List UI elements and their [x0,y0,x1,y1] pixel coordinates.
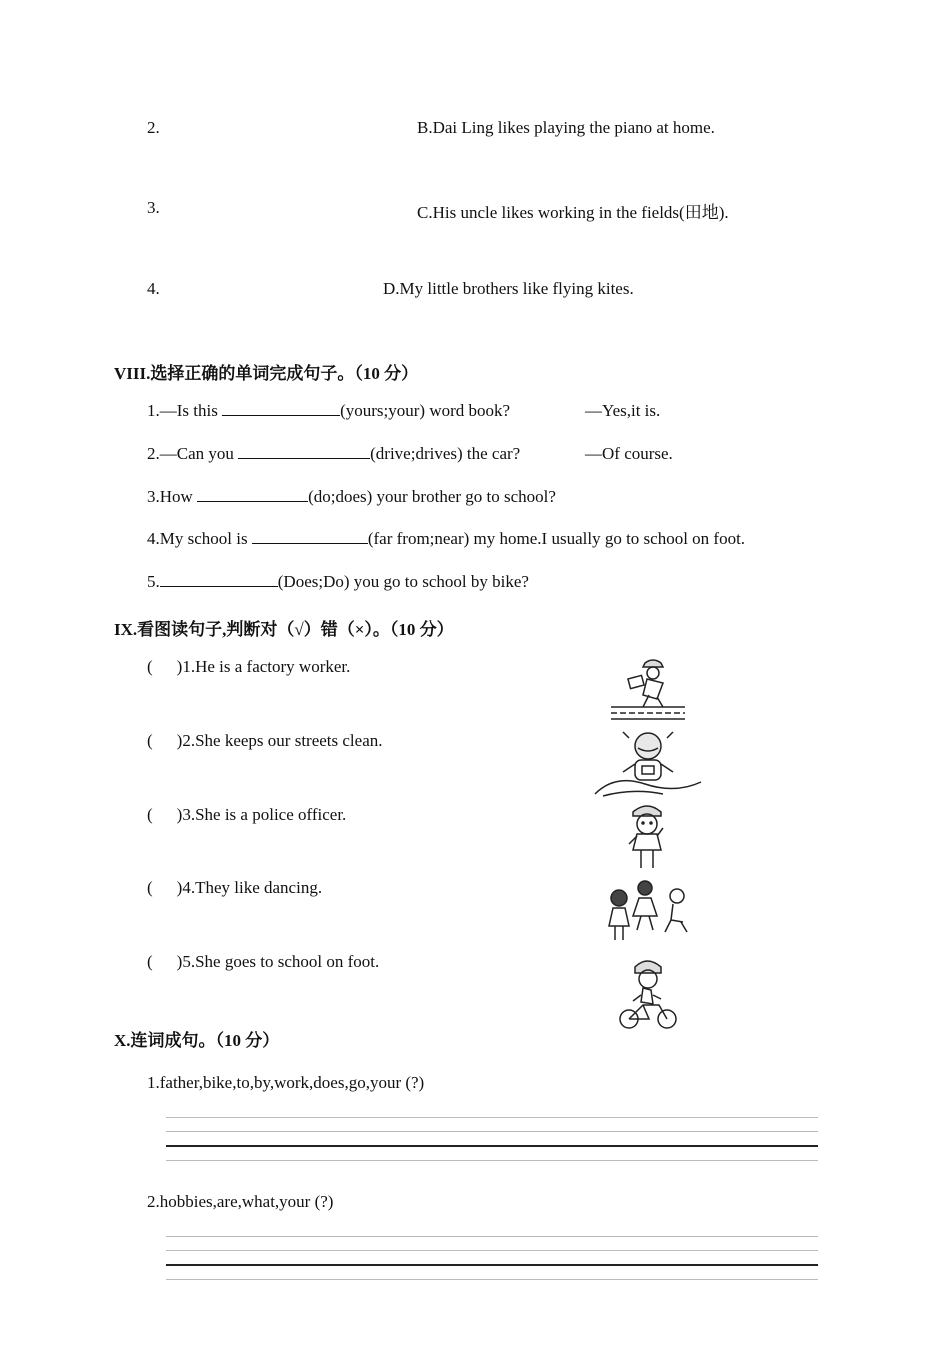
writing-baseline[interactable] [166,1264,818,1266]
answer-paren[interactable]: ( [147,731,153,750]
writing-line [166,1160,818,1161]
writing-line [166,1250,818,1251]
writing-line [166,1117,818,1118]
fill-item-prefix: 3.How [147,487,198,506]
judge-item [147,878,322,898]
judge-sentence: )5.She goes to school on foot. [176,952,380,971]
matching-sentence: D.My little brothers like flying kites. [383,279,634,298]
section-10-title: X.连词成句。（10 分） [114,1031,280,1050]
judge-item [147,731,383,751]
answer-blank[interactable] [238,444,370,459]
matching-sentence: B.Dai Ling likes playing the piano at home. [417,118,715,137]
judge-sentence: )2.She keeps our streets clean. [176,731,383,750]
writing-line [166,1131,818,1132]
fill-item-suffix: (far from;near) my home.I usually go to school on foot. [367,529,746,548]
judge-item [147,805,346,825]
answer-paren[interactable]: ( [147,805,153,824]
judge-sentence: )3.She is a police officer. [176,805,347,824]
fill-item-prefix: 1.—Is this [147,401,223,420]
fill-item-suffix: (Does;Do) you go to school by bike? [277,572,529,591]
fill-item-prefix: 2.—Can you [147,444,239,463]
fill-item-reply: —Of course. [585,444,673,463]
answer-blank[interactable] [252,529,368,544]
fill-item-suffix: (yours;your) word book? [340,401,511,420]
answer-paren[interactable]: ( [147,657,153,676]
matching-number: 2. [147,118,160,137]
road-worker-picture [605,655,689,725]
fill-item [147,444,520,464]
matching-number: 4. [147,279,160,298]
fill-item-suffix: (drive;drives) the car? [370,444,521,463]
judge-item [147,952,379,972]
judge-sentence: )4.They like dancing. [176,878,323,897]
answer-blank[interactable] [160,572,278,587]
answer-blank[interactable] [222,401,340,416]
judge-item [147,657,350,677]
fill-item-suffix: (do;does) your brother go to school? [308,487,556,506]
fill-item-reply: —Yes,it is. [585,401,661,420]
writing-baseline[interactable] [166,1145,818,1147]
answer-paren[interactable]: ( [147,878,153,897]
section-9-title: IX.看图读句子,判断对（√）错（×）。（10 分） [114,620,454,639]
writing-line [166,1279,818,1280]
section-8-title: VIII.选择正确的单词完成句子。（10 分） [114,364,419,383]
fill-item [147,572,529,592]
word-order-item: 2.hobbies,are,what,your (?) [147,1192,334,1211]
answer-blank[interactable] [197,487,308,502]
dancing-children-picture [603,876,693,948]
fill-item [147,529,745,549]
astronaut-picture [593,728,703,800]
police-officer-picture [625,800,669,874]
fill-item [147,487,556,507]
writing-line [166,1236,818,1237]
word-order-item: 1.father,bike,to,by,work,does,go,your (?) [147,1073,425,1092]
matching-number: 3. [147,198,160,217]
girl-on-bike-picture [615,955,679,1031]
matching-sentence: C.His uncle likes working in the fields(田地). [417,203,729,222]
judge-sentence: )1.He is a factory worker. [176,657,351,676]
fill-item [147,401,510,421]
fill-item-prefix: 5. [147,572,160,591]
answer-paren[interactable]: ( [147,952,153,971]
fill-item-prefix: 4.My school is [147,529,252,548]
